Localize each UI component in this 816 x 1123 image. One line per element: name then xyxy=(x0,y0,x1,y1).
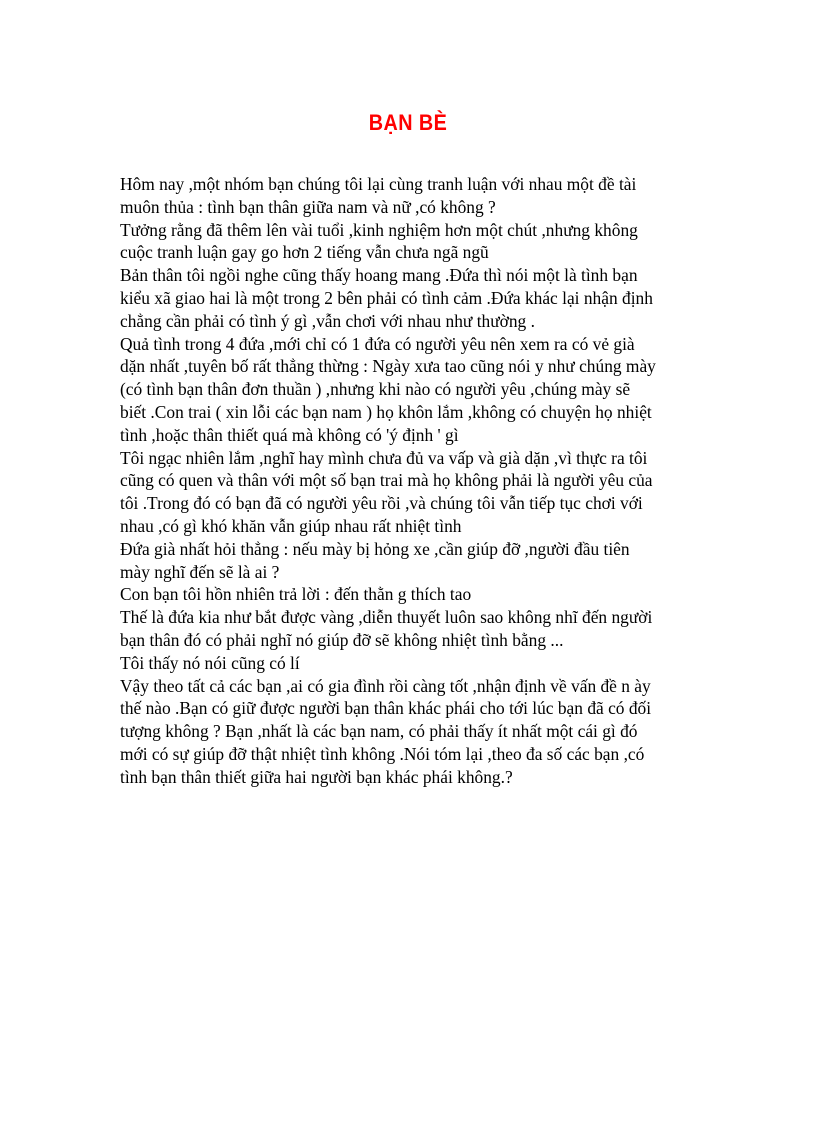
document-title: BẠN BÈ xyxy=(368,110,448,135)
text-line: Quả tình trong 4 đứa ,mới chỉ có 1 đứa có người yêu nên xem ra có vẻ già xyxy=(120,333,635,354)
text-line: tình bạn thân thiết giữa hai người bạn khác phái không.? xyxy=(120,766,513,787)
text-line: mới có sự giúp đỡ thật nhiệt tình không .Nói tóm lại ,theo đa số các bạn ,có xyxy=(120,743,645,764)
document-body xyxy=(120,173,700,789)
text-line: muôn thủa : tình bạn thân giữa nam và nữ ,có không ? xyxy=(120,196,496,217)
text-line: mày nghĩ đến sẽ là ai ? xyxy=(120,561,280,582)
text-line: bạn thân đó có phải nghĩ nó giúp đỡ sẽ không nhiệt tình bằng ... xyxy=(120,629,564,650)
text-line: Vậy theo tất cả các bạn ,ai có gia đình rồi càng tốt ,nhận định về vấn đề n ày xyxy=(120,675,651,696)
text-line: Tưởng rằng đã thêm lên vài tuổi ,kinh nghiệm hơn một chút ,nhưng không xyxy=(120,219,638,240)
text-line: (có tình bạn thân đơn thuần ) ,nhưng khi nào có người yêu ,chúng mày sẽ xyxy=(120,379,631,400)
text-line: Con bạn tôi hồn nhiên trả lời : đến thằn g thích tao xyxy=(120,584,472,605)
text-line: cũng có quen và thân với một số bạn trai mà họ không phải là người yêu của xyxy=(120,470,653,491)
text-line: Thế là đứa kia như bắt được vàng ,diễn thuyết luôn sao không nhĩ đến người xyxy=(120,607,653,628)
text-line: tình ,hoặc thân thiết quá mà không có 'ý định ' gì xyxy=(120,424,459,445)
text-line: chẳng cần phải có tình ý gì ,vẫn chơi với nhau như thường . xyxy=(120,310,535,331)
text-line: tượng không ? Bạn ,nhất là các bạn nam, có phải thấy ít nhất một cái gì đó xyxy=(120,721,638,742)
text-line: nhau ,có gì khó khăn vẫn giúp nhau rất nhiệt tình xyxy=(120,515,462,536)
text-line: Đứa già nhất hỏi thẳng : nếu mày bị hỏng xe ,cần giúp đỡ ,người đầu tiên xyxy=(120,538,630,559)
text-line: Tôi thấy nó nói cũng có lí xyxy=(120,652,300,673)
text-line: dặn nhất ,tuyên bố rất thẳng thừng : Ngày xưa tao cũng nói y như chúng mày xyxy=(120,356,656,377)
text-line: tôi .Trong đó có bạn đã có người yêu rồi ,và chúng tôi vẫn tiếp tục chơi với xyxy=(120,493,643,514)
text-line: Tôi ngạc nhiên lắm ,nghĩ hay mình chưa đủ va vấp và già dặn ,vì thực ra tôi xyxy=(120,447,648,468)
text-line: cuộc tranh luận gay go hơn 2 tiếng vẫn chưa ngã ngũ xyxy=(120,242,489,263)
text-line: Hôm nay ,một nhóm bạn chúng tôi lại cùng tranh luận với nhau một đề tài xyxy=(120,174,637,194)
text-line: kiểu xã giao hai là một trong 2 bên phải có tình cảm .Đứa khác lại nhận định xyxy=(120,287,653,308)
text-line: thế nào .Bạn có giữ được người bạn thân khác phái cho tới lúc bạn đã có đối xyxy=(120,698,652,719)
text-line: biết .Con trai ( xin lỗi các bạn nam ) họ khôn lắm ,không có chuyện họ nhiệt xyxy=(120,401,652,422)
text-line: Bản thân tôi ngồi nghe cũng thấy hoang mang .Đứa thì nói một là tình bạn xyxy=(120,265,638,286)
